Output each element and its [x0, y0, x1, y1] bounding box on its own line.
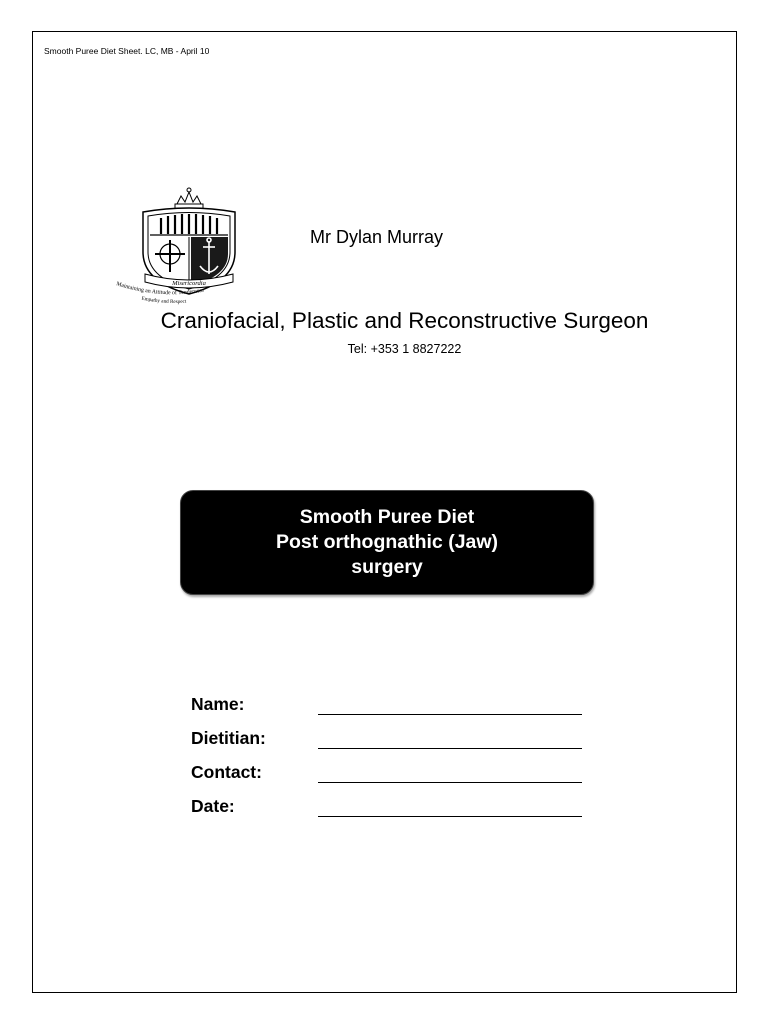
dietitian-label: Dietitian:: [191, 728, 266, 748]
document-title-box: [180, 490, 594, 595]
hospital-crest-logo: [105, 182, 275, 314]
contact-label: Contact:: [191, 762, 262, 782]
crest-scroll-text: Misericordia: [172, 280, 206, 287]
dietitian-field-row: [191, 726, 591, 760]
name-field-row: [191, 692, 591, 726]
surgeon-title: Craniofacial, Plastic and Reconstructive Surgeon: [160, 308, 649, 333]
title-line-3: surgery: [351, 556, 423, 578]
header-note: Smooth Puree Diet Sheet. LC, MB - April 10: [44, 46, 210, 56]
date-blank-line[interactable]: [318, 816, 582, 817]
telephone-number: Tel: +353 1 8827222: [347, 342, 462, 356]
crest-motto-line1: Maintaining an Attitude of Tenderness: [115, 281, 205, 297]
title-line-1: Smooth Puree Diet: [299, 506, 475, 528]
dietitian-blank-line[interactable]: [318, 748, 582, 749]
date-label: Date:: [191, 796, 235, 816]
contact-field-row: [191, 760, 591, 794]
name-blank-line[interactable]: [318, 714, 582, 715]
patient-details-form: [191, 692, 591, 828]
name-label: Name:: [191, 694, 245, 714]
surgeon-name: Mr Dylan Murray: [310, 227, 444, 247]
crest-motto-line2: Empathy and Respect: [140, 295, 187, 306]
contact-blank-line[interactable]: [318, 782, 582, 783]
document-page: [32, 31, 737, 993]
date-field-row: [191, 794, 591, 828]
title-line-2: Post orthognathic (Jaw): [275, 531, 499, 553]
svg-text:Empathy and Respect: [141, 296, 187, 305]
